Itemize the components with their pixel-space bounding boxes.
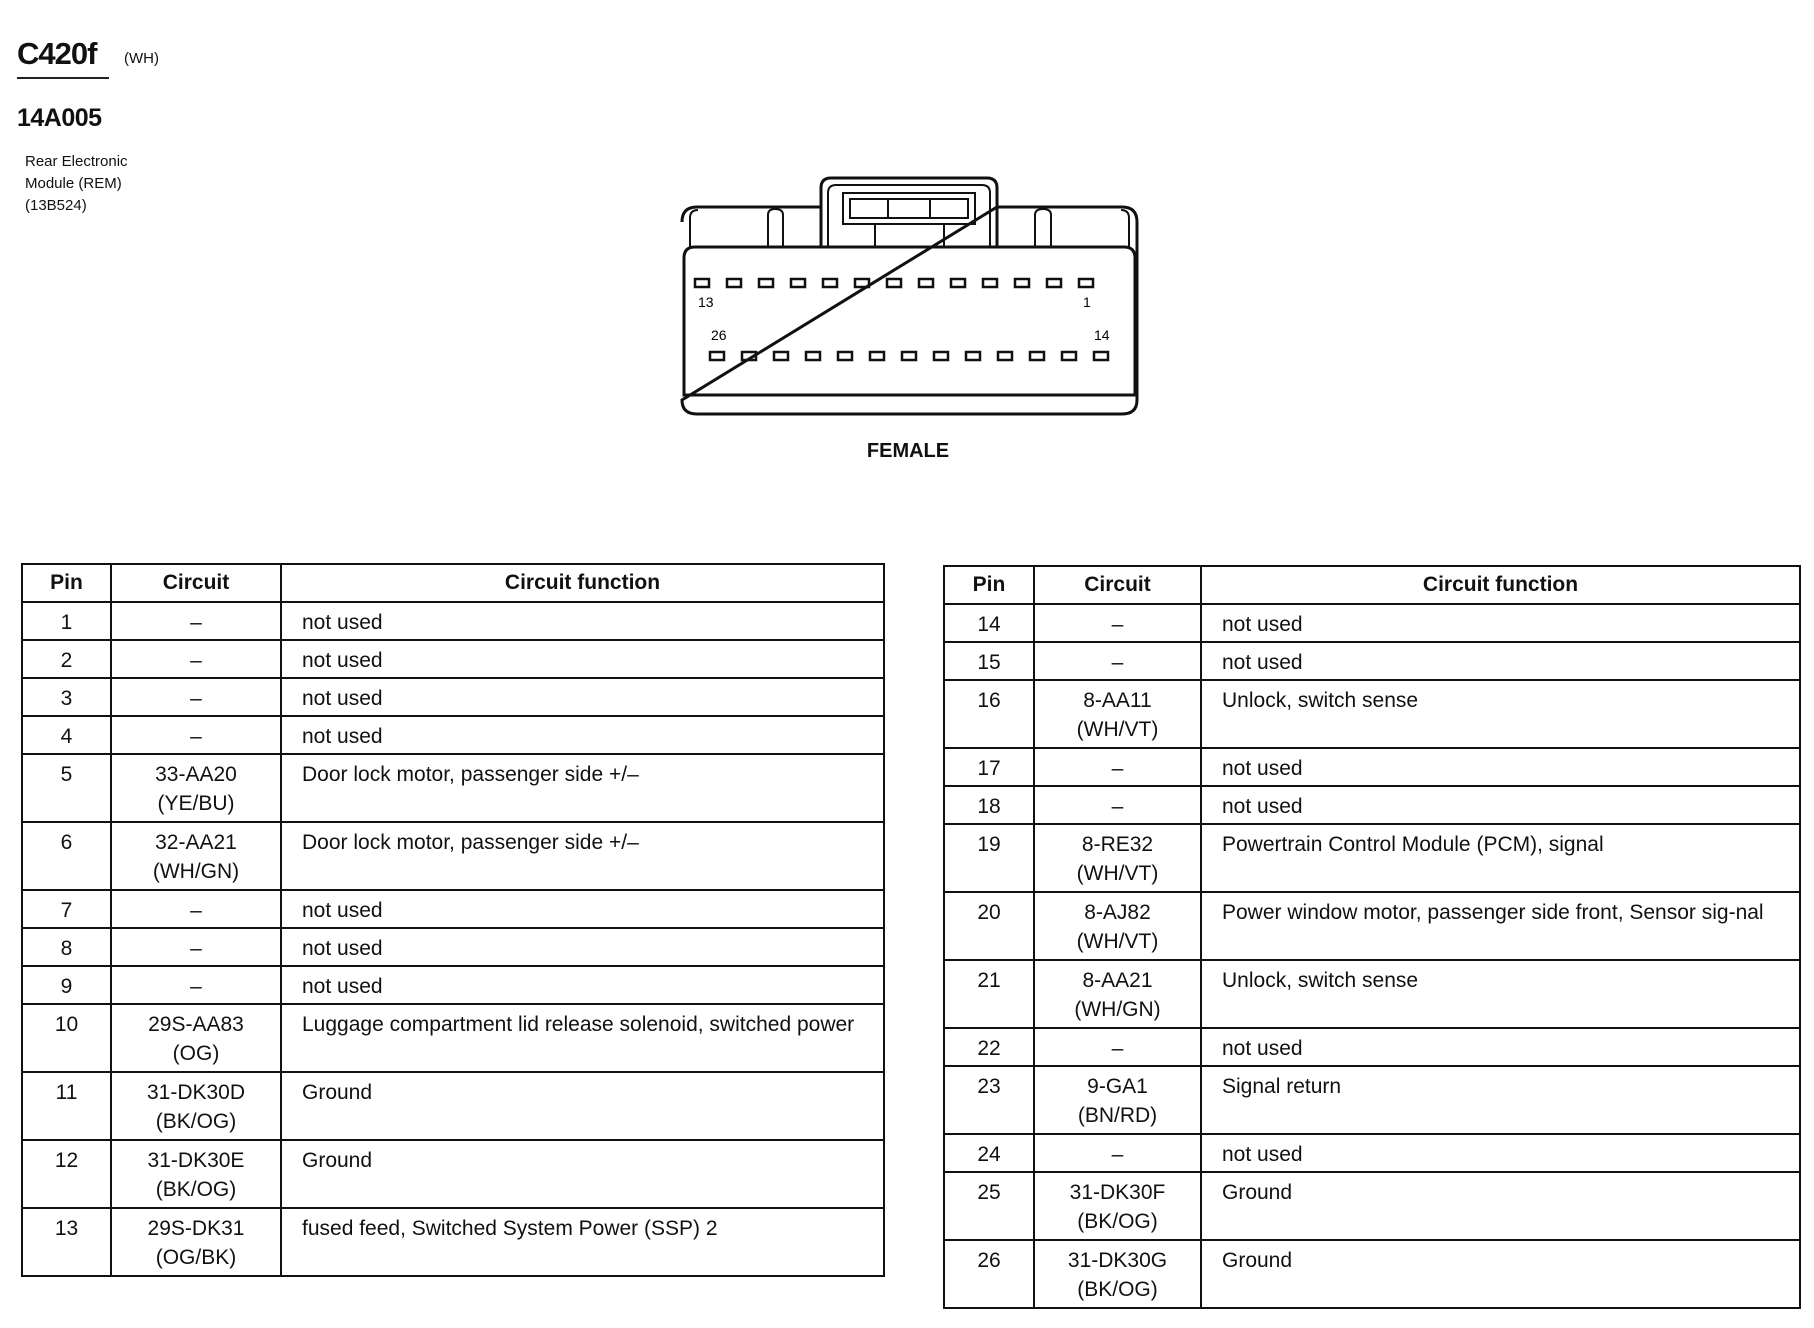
table-row [22,1140,884,1208]
circuit-cell [111,754,281,822]
circuit-id: – [190,649,202,672]
circuit-function: not used [1201,642,1800,680]
pin-cavity [1079,279,1093,287]
circuit-cell [111,1140,281,1208]
pin-number: 6 [22,822,111,890]
table-row [944,604,1800,642]
circuit-function: Door lock motor, passenger side +/– [281,822,884,890]
table-row [944,1028,1800,1066]
wire-color: (BN/RD) [1077,1104,1158,1127]
pin-cavity [998,352,1012,360]
pin-cavity [774,352,788,360]
pin-cavity [838,352,852,360]
pin-number: 3 [22,678,111,716]
header-circuit: Circuit [111,564,281,602]
pin-number: 5 [22,754,111,822]
circuit-cell [1034,748,1201,786]
pin-number: 24 [944,1134,1034,1172]
table-row [22,966,884,1004]
circuit-cell [111,678,281,716]
circuit-function: not used [281,640,884,678]
circuit-function: not used [281,678,884,716]
table-row [944,1172,1800,1240]
wire-color: (OG/BK) [155,1246,237,1269]
header-function: Circuit function [281,564,884,602]
circuit-function: not used [281,890,884,928]
circuit-function: Ground [281,1072,884,1140]
pin-number: 26 [944,1240,1034,1308]
table-row [22,678,884,716]
pin-cavity [919,279,933,287]
circuit-cell [1034,1066,1201,1134]
table-row [22,928,884,966]
part-number: 14A005 [17,104,102,132]
circuit-cell [1034,960,1201,1028]
pin-cavity [695,279,709,287]
connector-diagram [0,0,1814,480]
pin-label-1: 1 [1083,294,1091,310]
pin-label-26: 26 [711,327,727,343]
circuit-id: 9-GA1 [1087,1075,1148,1098]
pin-number: 2 [22,640,111,678]
circuit-function: Power window motor, passenger side front, Sensor sig-nal [1201,892,1800,960]
wire-color: (WH/GN) [1074,998,1161,1021]
circuit-id: 8-AA11 [1083,689,1152,712]
circuit-id: 31-DK30D [146,1081,246,1104]
circuit-function: Unlock, switch sense [1201,960,1800,1028]
circuit-cell [111,716,281,754]
circuit-id: 29S-DK31 [147,1217,245,1240]
wire-color: (WH/GN) [152,860,240,883]
gender-label: FEMALE [866,440,950,462]
circuit-id: 31-DK30E [147,1149,245,1172]
circuit-id: – [1111,1143,1124,1166]
circuit-cell [111,1072,281,1140]
pin-cavity [791,279,805,287]
circuit-id: – [190,687,202,710]
pin-number: 17 [944,748,1034,786]
pin-cavity [902,352,916,360]
circuit-id: – [190,975,202,998]
pin-cavity [1047,279,1061,287]
header-function: Circuit function [1201,566,1800,604]
pinout-table-left [21,563,885,1277]
pin-number: 13 [22,1208,111,1276]
pin-number: 10 [22,1004,111,1072]
circuit-function: Unlock, switch sense [1201,680,1800,748]
description-line: Rear Electronic [25,153,128,170]
description-line: (13B524) [25,197,87,214]
circuit-id: – [1111,613,1124,636]
description-line: Module (REM) [25,175,122,192]
pin-row-bottom [710,352,1108,360]
connector-color: (WH) [124,50,159,67]
circuit-id: 31-DK30F [1069,1181,1166,1204]
pin-number: 25 [944,1172,1034,1240]
table-row [22,602,884,640]
table-row [22,822,884,890]
circuit-cell [111,640,281,678]
table-row [22,890,884,928]
wire-color: (OG) [172,1042,220,1065]
circuit-function: Luggage compartment lid release solenoid, switched power [281,1004,884,1072]
circuit-id: 31-DK30G [1067,1249,1168,1272]
circuit-id: 32-AA21 [155,831,237,854]
pin-number: 16 [944,680,1034,748]
circuit-cell [111,928,281,966]
circuit-cell [1034,1134,1201,1172]
circuit-id: – [190,611,202,634]
circuit-id: – [190,899,202,922]
circuit-id: – [1111,757,1124,780]
pin-number: 12 [22,1140,111,1208]
table-row [944,824,1800,892]
table-row [944,642,1800,680]
pin-number: 11 [22,1072,111,1140]
circuit-cell [1034,604,1201,642]
circuit-function: Signal return [1201,1066,1800,1134]
circuit-cell [111,966,281,1004]
circuit-function: Ground [1201,1172,1800,1240]
circuit-cell [111,1004,281,1072]
pin-number: 19 [944,824,1034,892]
circuit-cell [1034,1028,1201,1066]
circuit-id: – [190,937,202,960]
pin-cavity [966,352,980,360]
table-row [22,754,884,822]
wire-color: (BK/OG) [155,1178,237,1201]
table-row [944,1134,1800,1172]
pin-cavity [710,352,724,360]
pin-cavity [823,279,837,287]
circuit-function: fused feed, Switched System Power (SSP) 2 [281,1208,884,1276]
circuit-id: 29S-AA83 [148,1013,244,1036]
table-row [944,680,1800,748]
pin-cavity [934,352,948,360]
header-pin: Pin [22,564,111,602]
circuit-cell [1034,642,1201,680]
circuit-cell [1034,1172,1201,1240]
circuit-function: not used [281,928,884,966]
pin-cavity [855,279,869,287]
pin-number: 20 [944,892,1034,960]
circuit-function: Ground [1201,1240,1800,1308]
connector-id: C420f [17,36,97,71]
circuit-id: – [1111,651,1124,674]
circuit-function: not used [281,716,884,754]
circuit-function: Ground [281,1140,884,1208]
pin-number: 4 [22,716,111,754]
pinout-table-right [943,565,1801,1309]
circuit-id: – [1111,1037,1124,1060]
pin-number: 23 [944,1066,1034,1134]
table-row [944,1066,1800,1134]
pin-label-13: 13 [698,294,714,310]
circuit-cell [1034,824,1201,892]
circuit-cell [111,822,281,890]
circuit-cell [1034,1240,1201,1308]
wire-color: (BK/OG) [155,1110,237,1133]
circuit-cell [111,602,281,640]
circuit-function: not used [1201,1028,1800,1066]
table-row [944,786,1800,824]
wire-color: (WH/VT) [1076,862,1159,885]
pin-cavity [983,279,997,287]
pin-cavity [870,352,884,360]
wire-color: (WH/VT) [1076,718,1159,741]
pin-number: 22 [944,1028,1034,1066]
circuit-function: Door lock motor, passenger side +/– [281,754,884,822]
table-row [22,1004,884,1072]
circuit-id: – [190,725,202,748]
table-row [22,1072,884,1140]
table-row [22,716,884,754]
circuit-function: not used [1201,748,1800,786]
table-row [22,1208,884,1276]
table-row [944,748,1800,786]
pin-label-14: 14 [1094,327,1110,343]
pin-number: 8 [22,928,111,966]
header-circuit: Circuit [1034,566,1201,604]
table-row [22,640,884,678]
header-pin: Pin [944,566,1034,604]
wire-color: (YE/BU) [157,792,235,815]
circuit-cell [111,890,281,928]
circuit-function: not used [281,602,884,640]
wire-color: (WH/VT) [1076,930,1159,953]
pin-cavity [1015,279,1029,287]
pin-cavity [759,279,773,287]
circuit-function: not used [281,966,884,1004]
circuit-id: 33-AA20 [155,763,237,786]
wire-color: (BK/OG) [1077,1278,1158,1301]
circuit-id: 8-AA21 [1082,969,1153,992]
circuit-function: not used [1201,604,1800,642]
circuit-id: – [1111,795,1124,818]
pin-number: 18 [944,786,1034,824]
pin-number: 15 [944,642,1034,680]
pin-number: 9 [22,966,111,1004]
pin-number: 21 [944,960,1034,1028]
pin-row-top [695,279,1093,287]
table-row [944,1240,1800,1308]
pin-cavity [806,352,820,360]
pin-cavity [1094,352,1108,360]
pin-cavity [887,279,901,287]
circuit-cell [1034,786,1201,824]
circuit-function: not used [1201,786,1800,824]
circuit-id: 8-RE32 [1081,833,1154,856]
pin-cavity [951,279,965,287]
pin-cavity [727,279,741,287]
table-row [944,892,1800,960]
pin-number: 7 [22,890,111,928]
circuit-cell [111,1208,281,1276]
circuit-cell [1034,892,1201,960]
circuit-id: 8-AJ82 [1084,901,1151,924]
pin-number: 14 [944,604,1034,642]
table-row [944,960,1800,1028]
pin-cavity [1030,352,1044,360]
pin-number: 1 [22,602,111,640]
pin-cavity [1062,352,1076,360]
circuit-cell [1034,680,1201,748]
circuit-function: not used [1201,1134,1800,1172]
circuit-function: Powertrain Control Module (PCM), signal [1201,824,1800,892]
wire-color: (BK/OG) [1077,1210,1158,1233]
